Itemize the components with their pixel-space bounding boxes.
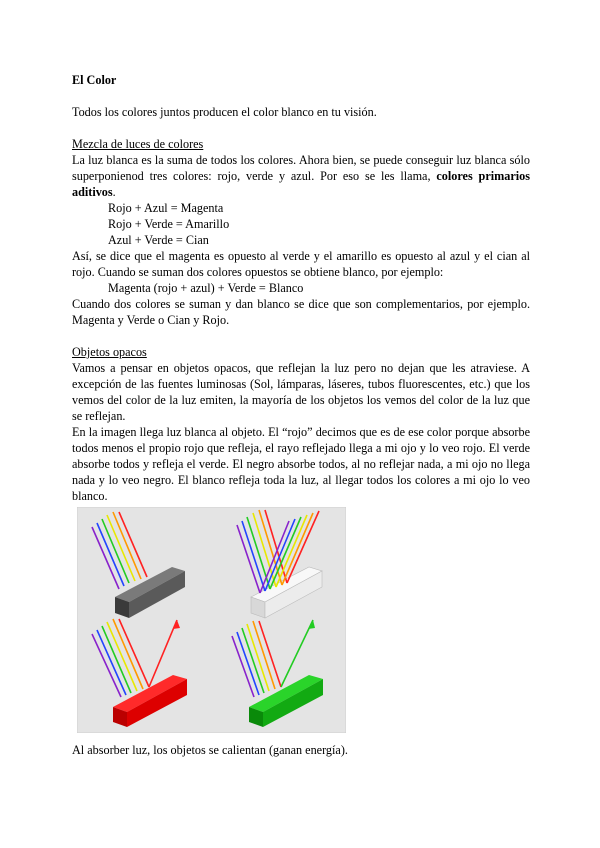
paragraph-line: En la imagen llega luz blanca al objeto. El “rojo” decimos que es de ese color porque absorbe (72, 425, 530, 439)
equation-blanco: Magenta (rojo + azul) + Verde = Blanco (108, 281, 304, 295)
bold-term: aditivos (72, 185, 113, 199)
document-title: El Color (72, 73, 117, 87)
opaque-objects-figure (77, 507, 346, 733)
figure-caption: Al absorber luz, los objetos se calientan (ganan energía). (72, 743, 348, 757)
paragraph-line (72, 168, 530, 184)
paragraph-line: rojo. Cuando se suman dos colores opuestos se obtiene blanco, por ejemplo: (72, 265, 444, 279)
paragraph-line: Vamos a pensar en objetos opacos, que reflejan la luz pero no dejan que les atraviese. A (72, 361, 530, 375)
paragraph-line: todos menos el propio rojo que refleja, el rayo reflejado llega a mi ojo y lo veo rojo. El verde (72, 441, 530, 455)
paragraph-line: La luz blanca es la suma de todos los colores. Ahora bien, se puede conseguir luz blanca sólo (72, 153, 530, 167)
paragraph-line: Magenta y Verde o Cian y Rojo. (72, 313, 230, 327)
equation-amarillo: Rojo + Verde = Amarillo (108, 217, 230, 231)
paragraph-line: absorbe todos y refleja el verde. El negro absorbe todos, al no reflejar nada, a mi ojo no llega (72, 457, 530, 471)
paragraph-line: blanco. (72, 489, 108, 503)
intro-paragraph: Todos los colores juntos producen el color blanco en tu visión. (72, 105, 377, 119)
paragraph-line: nada y lo veo negro. El blanco refleja toda la luz, al llegar todos los colores a mi ojo lo veo (72, 473, 530, 487)
section-heading-opacos: Objetos opacos (72, 345, 147, 359)
paragraph-line: Cuando dos colores se suman y dan blanco se dice que son complementarios, por ejemplo. (72, 297, 530, 311)
section-heading-mezcla: Mezcla de luces de colores (72, 137, 204, 151)
equation-magenta: Rojo + Azul = Magenta (108, 201, 224, 215)
text-span: . (112, 185, 116, 199)
text-span: superponienod tres colores: rojo, verde y azul. Por eso se les llama, (72, 169, 431, 183)
paragraph-line (72, 184, 116, 200)
paragraph-line: vemos del color de la luz emiten, la mayoría de los objetos los vemos del color de la luz que (72, 393, 530, 407)
paragraph-line: se reflejan. (72, 409, 126, 423)
paragraph-line: excepción de las fuentes luminosas (Sol, lámparas, láseres, tubos fluorescentes, etc.) que los (72, 377, 530, 391)
paragraph-line: Así, se dice que el magenta es opuesto al verde y el amarillo es opuesto al azul y el cian al (72, 249, 530, 263)
equation-cian: Azul + Verde = Cian (108, 233, 209, 247)
bold-term: colores primarios (436, 169, 531, 183)
